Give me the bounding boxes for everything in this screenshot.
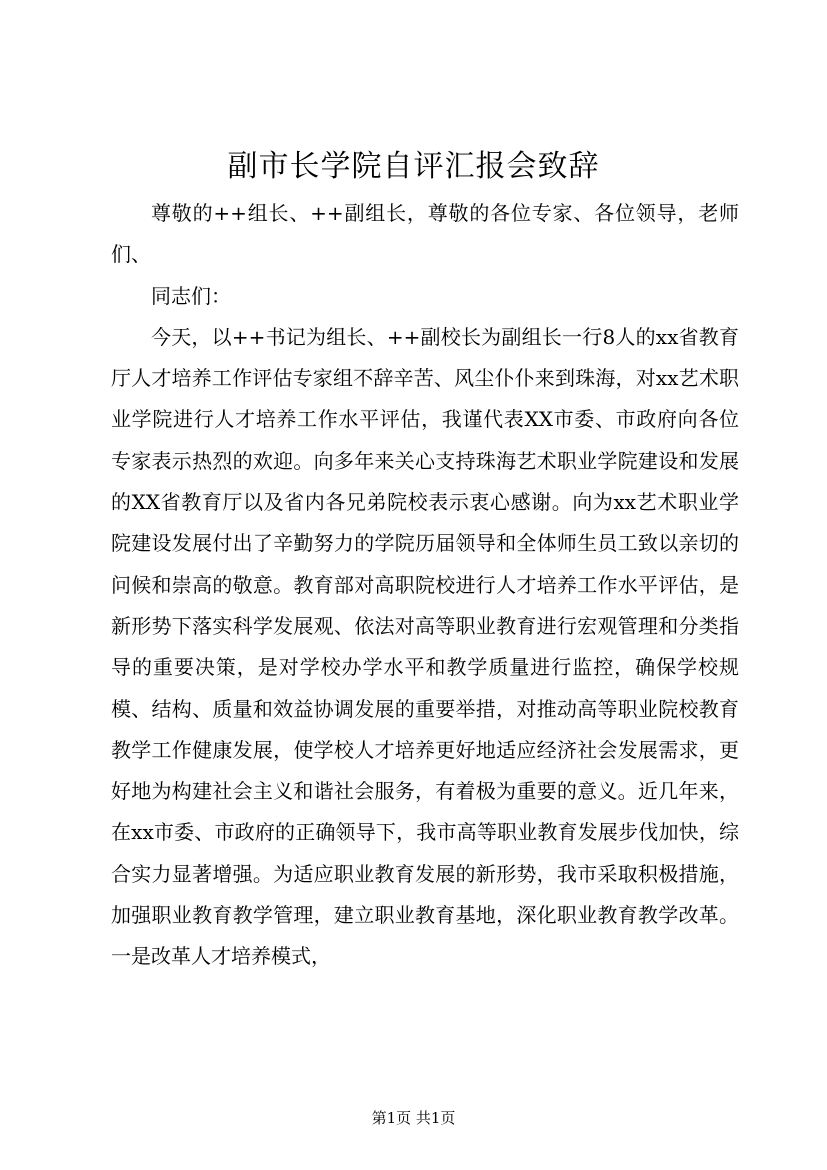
document-body	[111, 193, 739, 978]
main-paragraph: 今天，以++书记为组长、++副校长为副组长一行8人的xx省教育厅人才培养工作评估专家组不辞辛苦、风尘仆仆来到珠海，对xx艺术职业学院进行人才培养工作水平评估，我谨代表XX市委、市政府向各位专家表示热烈的欢迎。向多年来关心支持珠海艺术职业学院建设和发展的XX省教育厅以及省内各兄弟院校表示衷心感谢。向为xx艺术职业学院建设发展付出了辛勤努力的学院历届领导和全体师生员工致以亲切的问候和崇高的敬意。教育部对高职院校进行人才培养工作水平评估，是新形势下落实科学发展观、依法对高等职业教育进行宏观管理和分类指导的重要决策，是对学校办学水平和教学质量进行监控，确保学校规模、结构、质量和效益协调发展的重要举措，对推动高等职业院校教育教学工作健康发展，使学校人才培养更好地适应经济社会发展需求，更好地为构建社会主义和谐社会服务，有着极为重要的意义。近几年来，在xx市委、市政府的正确领导下，我市高等职业教育发展步伐加快，综合实力显著增强。为适应职业教育发展的新形势，我市采取积极措施，加强职业教育教学管理，建立职业教育基地，深化职业教育教学改革。一是改革人才培养模式，	[111, 324, 739, 969]
document-title: 副市长学院自评汇报会致辞	[227, 149, 600, 184]
salutation-continuation-paragraph: 同志们：	[151, 283, 231, 308]
salutation-paragraph: 尊敬的++组长、++副组长，尊敬的各位专家、各位领导，老师们、	[111, 201, 739, 267]
page-footer: 第1页 共1页	[371, 1109, 456, 1127]
